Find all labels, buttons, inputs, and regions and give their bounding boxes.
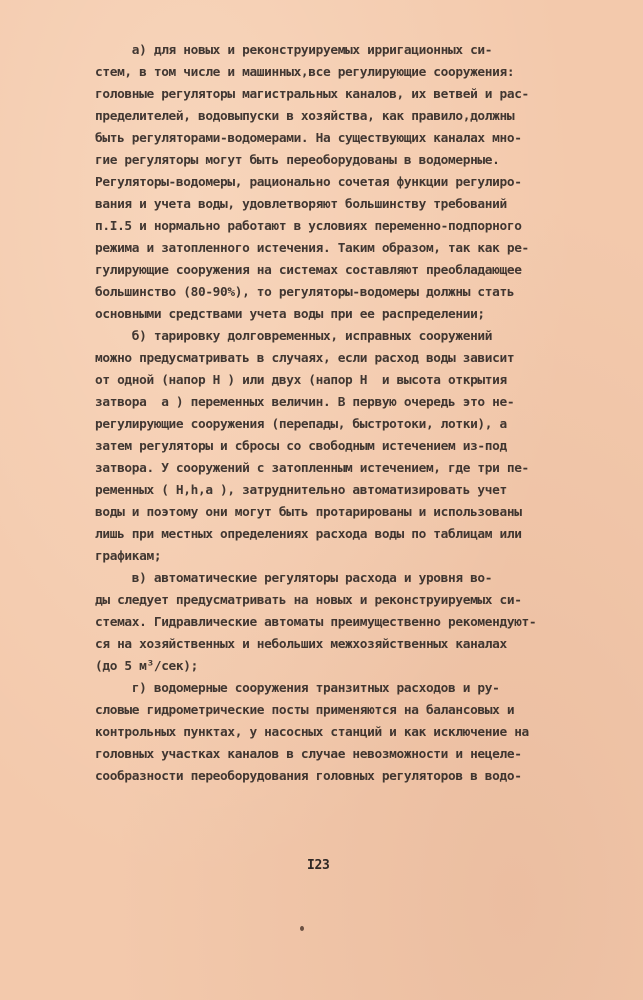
text-line: большинство (80-90%), то регуляторы-водомеры должны стать [95,285,515,300]
text-line: головные регуляторы магистральных каналов, их ветвей и рас- [95,87,529,102]
text-line: п.I.5 и нормально работают в условиях переменно-подпорного [95,219,522,234]
text-line: головных участках каналов в случае невозможности и нецеле- [95,747,522,762]
text-line: ды следует предусматривать на новых и реконструируемых си- [95,593,522,608]
text-line: словые гидрометрические посты применяются на балансовых и [95,703,515,718]
text-line: г) водомерные сооружения транзитных расходов и ру- [95,681,500,696]
text-line: а) для новых и реконструируемых ирригационных си- [95,43,493,58]
text-line: регулирующие сооружения (перепады, быстротоки, лотки), а [95,417,507,432]
text-line: можно предусматривать в случаях, если расход воды зависит [95,351,515,366]
text-line: стем, в том числе и машинных,все регулирующие сооружения: [95,65,515,80]
text-line: пределителей, водовыпуски в хозяйства, как правило,должны [95,109,515,124]
text-line: затвора a ) переменных величин. В первую очередь это не- [95,395,515,410]
text-line: б) тарировку долговременных, исправных сооружений [95,329,493,344]
text-line: ременных ( H,h,a ), затруднительно автоматизировать учет [95,483,507,498]
text-line: в) автоматические регуляторы расхода и уровня во- [95,571,493,586]
text-line: вания и учета воды, удовлетворяют большинству требований [95,197,507,212]
text-line: гулирующие сооружения на системах составляют преобладающее [95,263,522,278]
text-line: (до 5 м³/сек); [95,659,198,674]
text-line: от одной (напор H ) или двух (напор H и высота открытия [95,373,507,388]
text-line: стемах. Гидравлические автоматы преимущественно рекомендуют- [95,615,537,630]
text-line: основными средствами учета воды при ее распределении; [95,307,485,322]
text-line: гие регуляторы могут быть переоборудованы в водомерные. [95,153,500,168]
text-line: быть регуляторами-водомерами. На существующих каналах мно- [95,131,522,146]
text-line: графикам; [95,549,162,564]
page-number: I23 [307,858,330,873]
text-line: ся на хозяйственных и небольших межхозяйственных каналах [95,637,507,652]
text-line: затвора. У сооружений с затопленным истечением, где три пе- [95,461,529,476]
ink-speck [300,926,304,931]
text-line: затем регуляторы и сбросы со свободным истечением из-под [95,439,507,454]
text-line: Регуляторы-водомеры, рационально сочетая функции регулиро- [95,175,522,190]
text-line: лишь при местных определениях расхода воды по таблицам или [95,527,522,542]
body-text [95,40,565,788]
text-line: режима и затопленного истечения. Таким образом, так как ре- [95,241,529,256]
text-line: сообразности переоборудования головных регуляторов в водо- [95,769,522,784]
text-line: контрольных пунктах, у насосных станций и как исключение на [95,725,529,740]
text-line: воды и поэтому они могут быть протарированы и использованы [95,505,522,520]
